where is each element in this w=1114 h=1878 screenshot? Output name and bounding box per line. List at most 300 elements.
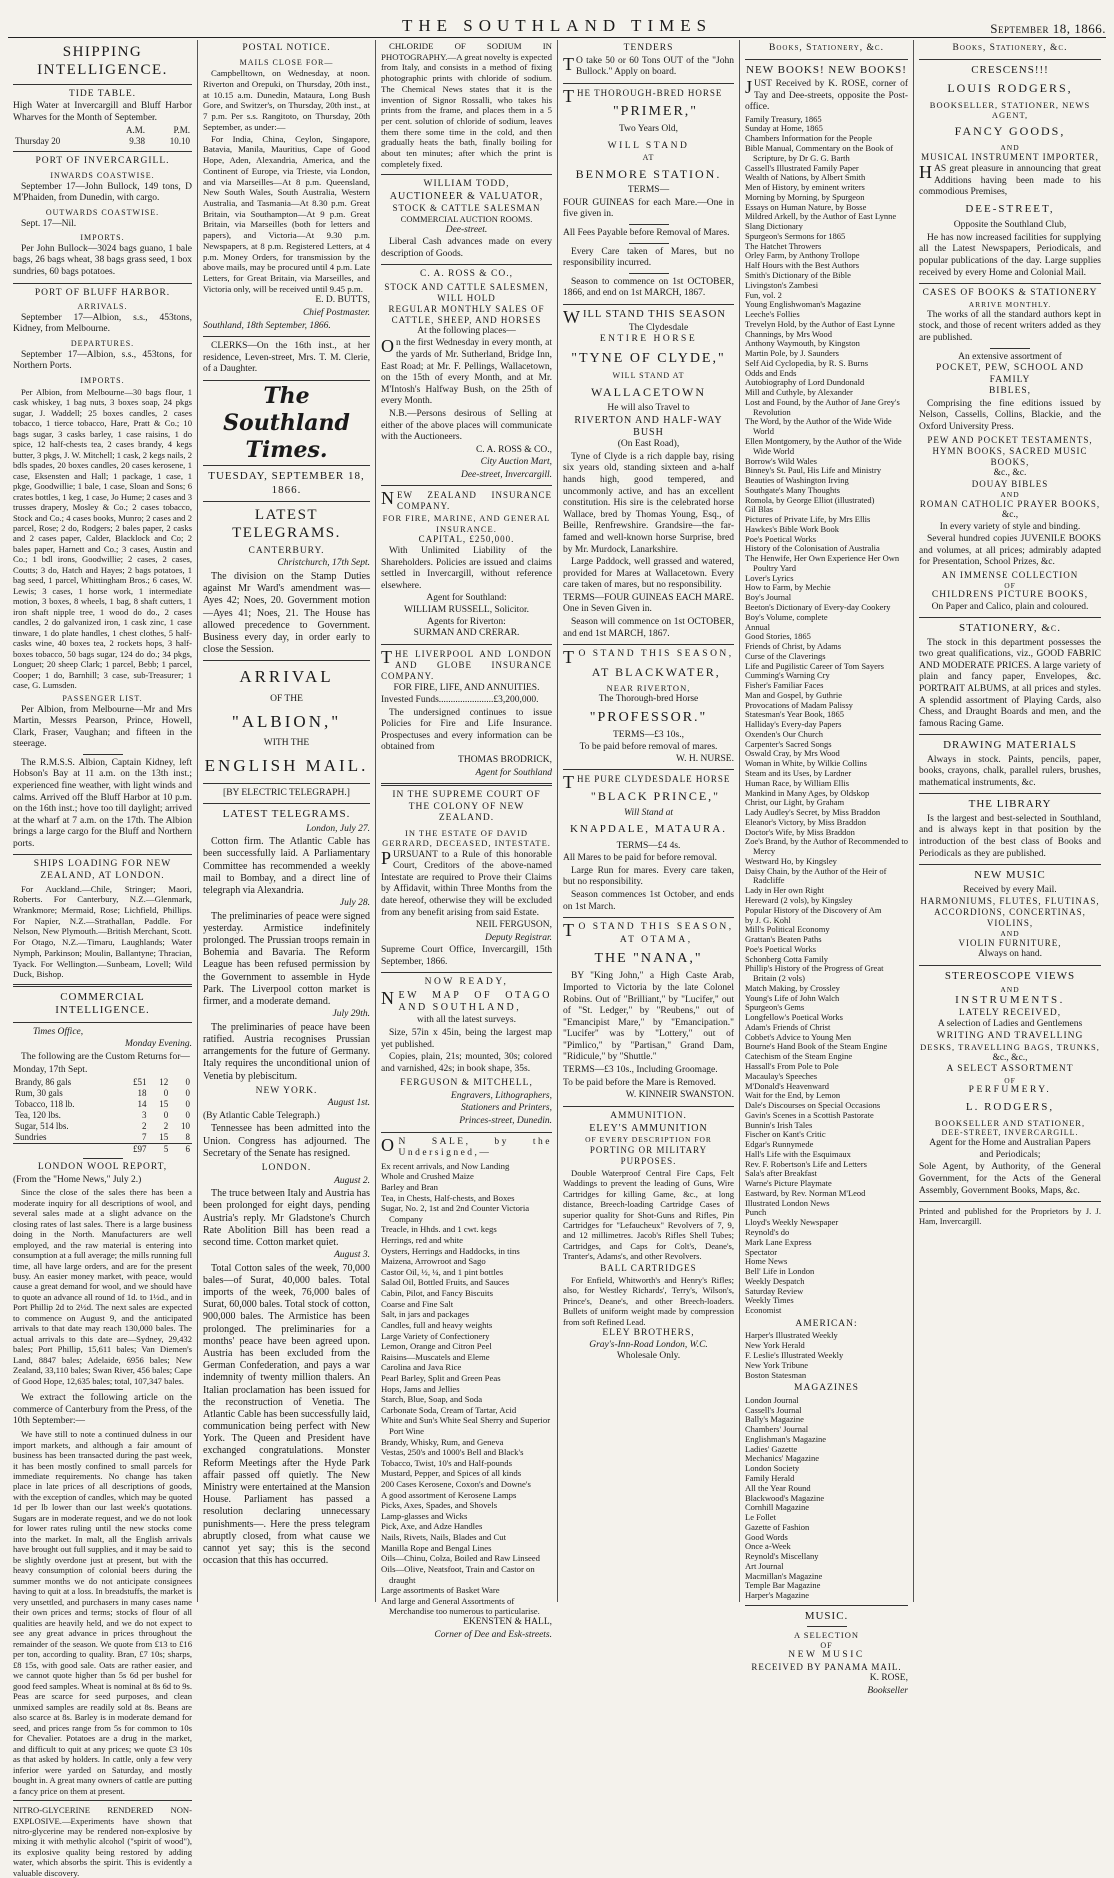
advert-line: HYMN BOOKS, SACRED MUSIC BOOKS, <box>932 445 1088 467</box>
signature: C. A. ROSS & CO., <box>475 444 552 455</box>
book-item: Annual <box>745 621 771 632</box>
divider <box>203 783 370 784</box>
signature-line: Gray's-Inn-Road London, W.C. <box>589 1339 708 1350</box>
tide-title: TIDE TABLE. <box>68 88 137 99</box>
newspaper-item: New York Herald <box>745 1340 805 1351</box>
signature-title: Chief Postmaster. <box>302 308 370 318</box>
divider <box>919 965 1101 966</box>
advert-line: AN IMMENSE COLLECTION <box>941 570 1079 581</box>
book-item: Boy's Volume, complete <box>745 611 828 622</box>
returns-table <box>13 1077 192 1155</box>
magazine-list <box>745 1396 908 1601</box>
book-item: Schonberg Cotta Family <box>745 953 828 964</box>
paragraph: We extract the following article on the commerce of Canterbury from the Press, of the 10th September:— <box>13 1393 192 1427</box>
book-item: Lover's Lyrics <box>745 572 794 583</box>
wool-subheading: (From the "Home News," July 2.) <box>13 1174 142 1185</box>
divider <box>13 1800 192 1801</box>
book-item: Bell' Life in London <box>745 1266 815 1277</box>
advert-line: NEW MUSIC <box>788 1650 865 1661</box>
book-item: Autobiography of Lord Dundonald <box>745 377 865 388</box>
short-rule <box>807 1626 847 1627</box>
signature-line: Deputy Registrar. <box>484 932 552 943</box>
advert-line: REGULAR MONTHLY SALES OF CATTLE, SHEEP, AND HORSES <box>388 303 545 325</box>
book-item: Romola, by George Elliot (illustrated) <box>745 494 875 505</box>
sale-item: Picks, Axes, Spades, and Shovels <box>381 1500 498 1511</box>
paragraph: TERMS—FOUR GUINEAS EACH MARE. One in Seven Given in. <box>563 592 735 615</box>
advert-line: FANCY GOODS, <box>954 124 1066 139</box>
signature-line: Agent for Southland <box>475 767 552 778</box>
tide-day: Thursday 20 <box>15 136 61 147</box>
sale-item: Sugar, No. 2, 1st and 2nd Counter Victoria Company <box>381 1203 530 1224</box>
sale-item: Mustard, Pepper, and Spices of all kinds <box>381 1468 522 1479</box>
advert-line: Always on hand. <box>977 949 1043 960</box>
advert-title: TO STAND THIS SEASON, <box>563 920 734 941</box>
table-row: Brandy, 86 gals £51 12 0 <box>15 1077 190 1088</box>
place-heading: NEW YORK. <box>255 1085 318 1096</box>
book-item: Mill's Political Economy <box>745 924 830 935</box>
advert-line: WRITING AND TRAVELLING <box>936 1030 1084 1041</box>
paragraph: Cotton firm. The Atlantic Cable has been successfully laid. A Parliamentary Committee has recommended a weekly mail to Bombay, and a direct line of telegraph via Alexandria. <box>203 836 370 896</box>
paragraph: HAS great pleasure in announcing that great Additions having been made to his commodious Premises, <box>919 162 1101 198</box>
book-item: Edgar's Runnymede <box>745 1139 814 1150</box>
book-item: Essays on Human Nature, by Bosse <box>745 201 867 212</box>
newspaper-item: New York Tribune <box>745 1359 809 1370</box>
paragraph: Sole Agent, by Authority, of the General Government, for the Acts of the General Assembly, Government Books, Maps, &c. <box>919 1162 1101 1196</box>
returns-date: Monday, 17th Sept. <box>13 1064 88 1075</box>
advert-title: NEW ZEALAND INSURANCE COMPANY. <box>381 488 552 512</box>
book-item: Christ, our Light, by Graham <box>745 797 845 808</box>
magazine-item: Ladies' Gazette <box>745 1443 798 1454</box>
port-heading: PORT OF INVERCARGILL. <box>35 156 170 167</box>
tide-table <box>13 125 192 147</box>
dateline: August 1st. <box>327 1098 370 1109</box>
sale-item: Carbonate Soda, Cream of Tartar, Acid <box>381 1404 517 1415</box>
advert-line: Dee-street. <box>445 224 488 235</box>
advert-line: FOR FIRE, MARINE, AND GENERAL INSURANCE. <box>382 513 551 534</box>
advert-line: Invested Funds.......................£3,200,000. <box>381 695 539 706</box>
book-item: Chambers Information for the People <box>745 133 872 144</box>
book-item: Eastward, by Rev. Norman M'Leod <box>745 1187 866 1198</box>
sale-item: Large assortments of Basket Ware <box>381 1585 500 1596</box>
book-item: Hall's Life with the Esquimaux <box>745 1148 851 1159</box>
book-item: Match Making, by Crossley <box>745 982 840 993</box>
tide-pm: 10.10 <box>169 136 190 147</box>
book-item: Good Stories, 1865 <box>745 631 811 642</box>
book-item: Dale's Discourses on Special Occasions <box>745 1100 881 1111</box>
book-item: Reynold's do <box>745 1227 790 1237</box>
sub-heading: ARRIVALS. <box>77 302 128 312</box>
divider <box>381 485 552 486</box>
book-item: Mankind in Many Ages, by Oldskop <box>745 787 870 798</box>
sale-item: Ex recent arrivals, and Now Landing <box>381 1160 510 1171</box>
book-item: Statesman's Year Book, 1865 <box>745 709 845 720</box>
magazine-item: London Journal <box>745 1394 799 1405</box>
sub-heading: IMPORTS. <box>80 375 125 385</box>
divider <box>13 854 192 855</box>
magazine-item: Family Herald <box>745 1473 795 1483</box>
advert-line: STOCK AND CATTLE SALESMEN, WILL HOLD <box>384 282 549 303</box>
book-item: Spectator <box>745 1246 778 1257</box>
sale-item: Nails, Rivets, Nails, Blades and Cut <box>381 1532 506 1543</box>
paragraph: Sept. 17—Nil. <box>21 218 77 229</box>
paragraph: Season commences 1st October, and ends on 1st March. <box>563 889 734 912</box>
signature: W. H. NURSE. <box>676 753 734 764</box>
paragraph: He has now increased facilities for supplying all the Latest Newspapers, Periodicals, and popular publications of the day. Large supplies received by every Home and Colonial Mail. <box>919 232 1101 278</box>
magazine-item: Bally's Magazine <box>745 1414 804 1425</box>
table-row: Sugar, 514 lbs. 2 2 10 <box>15 1121 190 1132</box>
advert-line: WILL STAND <box>607 141 690 152</box>
book-item: Bunnin's Irish Tales <box>745 1119 813 1130</box>
advert-title: C. A. ROSS & CO., <box>419 269 514 280</box>
small-caps-line: WITH THE <box>263 738 310 749</box>
paragraph: For India, China, Ceylon, Singapore, Batavia, Manila, Mauritius, Cape of Good Hope, Aden, Alexandria, America, and the Continent of Europe, via Trieste, via London, and via Marseilles—At 8 p.m. Queensland, New South Wales, South Australia, Western Australia, and Tasmania—At 8.30 p.m. Great Britain, via Southampton—At 9 p.m. Great Britain, via Marseilles (both for letters and papers), and Victoria—At 9.30 p.m. Newspapers, at 8 p.m. Registered Letters, at 4 p.m. Money Orders, for transmission by the above mails, may be procured until 4 p.m. Late Letters, for Great Britain, via Marseilles, and Victoria only, will be received until 9.45 p.m. <box>203 133 370 294</box>
advert-title: NEW BOOKS! NEW BOOKS! <box>746 63 907 76</box>
advert-title: AMMUNITION. <box>610 1110 687 1121</box>
advert-line: FOR FIRE, LIFE, AND ANNUITIES. <box>393 682 540 693</box>
divider <box>13 1022 192 1023</box>
magazine-item: Cornhill Magazine <box>745 1502 809 1513</box>
sale-item: Brandy, Whisky, Rum, and Geneva <box>381 1436 504 1447</box>
divider <box>203 803 370 804</box>
location-heading: AT OTAMA, <box>619 934 693 945</box>
divider <box>203 660 370 661</box>
magazine-item: Englishman's Magazine <box>745 1433 827 1444</box>
paragraph: —Experiments have shown that nitro-glycerine may be rendered non-explosive by mixing it with methylic alcohol ("spirit of wood"), its explosive quality being restored by adding water, which absorbs the spirit. This is evidently a valuable discovery. <box>13 1815 192 1878</box>
advert-line: TERMS—£4 4s. <box>616 840 681 851</box>
sale-item: White and Sun's White Seal Sherry and Superior Port Wine <box>381 1415 551 1436</box>
advert-line: PERFUMERY. <box>968 1085 1052 1096</box>
advert-line: RECEIVED BY PANAMA MAIL. <box>751 1662 902 1673</box>
book-item: Provocations of Madam Palissy <box>745 699 853 710</box>
location-heading: DEE-STREET, <box>965 202 1055 215</box>
column-advertisements <box>376 40 558 1640</box>
paragraph: The preliminaries of peace have been ratified. Austria recognises Prussian arrangements for the future of Germany. Italy requires the unconditional union of Venetia by plebiscitum. <box>203 1021 370 1082</box>
dateline: Christchurch, 17th Sept. <box>277 558 370 569</box>
advert-line: &c., &c. <box>993 467 1027 478</box>
magazine-item: Chambers' Journal <box>745 1424 809 1435</box>
paragraph: September 17—John Bullock, 149 tons, D M'Phaiden, from Dunedin, with cargo. <box>13 181 192 204</box>
book-item: Mill and Cuthyle, by Alexander <box>745 387 853 398</box>
short-rule <box>83 1389 123 1390</box>
book-item: Lost and Found, by the Author of Jane Grey's Revolution <box>745 396 900 417</box>
book-item: Smith's Dictionary of the Bible <box>745 269 851 280</box>
albion-heading: "ALBION," <box>231 711 342 731</box>
book-item: Zoe's Brand, by the Author of Recommended to Mercy <box>745 836 908 857</box>
dateline: Supreme Court Office, Invercargill, 15th September, 1866. <box>381 945 552 967</box>
book-item: How to Farm, by Mechie <box>745 582 831 593</box>
signature: L. RODGERS, <box>965 1100 1055 1113</box>
book-item: Illustrated London News <box>745 1197 830 1208</box>
sale-item: Tobacco, Twist, 10's and Half-pounds <box>381 1457 512 1468</box>
book-item: Friends of Christ, by Adams <box>745 641 842 652</box>
dateline: Southland, 18th September, 1866. <box>203 320 331 331</box>
magazine-item: Le Follet <box>745 1512 776 1523</box>
location-heading: BENMORE STATION. <box>575 166 722 181</box>
advert-line: POCKET, PEW, SCHOOL AND FAMILY <box>935 363 1084 385</box>
paragraph: Size, 57in x 45in, being the largest map yet published. <box>381 1027 552 1050</box>
divider <box>563 644 734 645</box>
signature: ELEY BROTHERS, <box>602 1328 695 1339</box>
advert-line: OF <box>820 1640 833 1650</box>
column-telegrams <box>198 40 376 1602</box>
book-item: Pictures of Private Life, by Mrs Ellis <box>745 514 871 525</box>
divider <box>381 972 552 973</box>
book-item: Lady in Her own Right <box>745 885 824 896</box>
signature: E. D. BUTTS, <box>315 295 370 306</box>
book-item: Sala's after Breakfast <box>745 1168 817 1179</box>
paper-date: TUESDAY, SEPTEMBER 18, 1866. <box>208 470 365 496</box>
newspaper-item: F. Leslie's Illustrated Weekly <box>745 1350 844 1360</box>
magazine-item: Reynold's Miscellany <box>745 1551 819 1562</box>
book-item: Young Englishwoman's Magazine <box>745 299 861 310</box>
book-item: Self Aid Cyclopedia, by R. S. Burns <box>745 357 869 368</box>
advert-title: ON SALE, by the Undersigned,— <box>381 1134 552 1159</box>
sale-item: Castor Oil, ½, ¼, and 1 pint bottles <box>381 1266 504 1277</box>
book-item: Weekly Times <box>745 1295 794 1306</box>
magazine-item: Macmillan's Magazine <box>745 1570 823 1581</box>
book-item: Punch <box>745 1207 767 1218</box>
advert-line: WILLIAM RUSSELL, Solicitor. <box>403 604 530 615</box>
advert-line: NOW READY, <box>424 977 509 988</box>
book-item: Grattan's Beaten Paths <box>745 934 822 945</box>
sub-heading: DEPARTURES. <box>70 339 135 349</box>
short-rule <box>629 224 669 225</box>
magazine-item: London Society <box>745 1463 800 1474</box>
sale-item: Carolina and Java Rice <box>381 1362 462 1373</box>
small-caps-line: OF THE <box>270 693 303 704</box>
advert-line: RIVERTON AND HALF-WAY BUSH <box>574 414 723 439</box>
advert-line: Agent for the Home and Australian Papers <box>929 1138 1091 1149</box>
book-item: Trevelyn Hold, by the Author of East Lynne <box>745 318 895 329</box>
horse-name: THE "NANA," <box>594 951 703 967</box>
paragraph: September 17—Albion, s.s., 453tons, for Northern Ports. <box>13 349 192 372</box>
advert-line: OF <box>1004 581 1016 591</box>
sale-item: Hops, Jams and Jellies <box>381 1383 460 1394</box>
book-item: Warne's Picture Playmate <box>745 1178 832 1189</box>
book-item: Daisy Chain, by the Author of the Heir of Radcliffe <box>745 865 887 886</box>
book-item: Westward Ho, by Kingsley <box>745 855 837 866</box>
advert-line: WILL STAND AT <box>612 370 685 380</box>
signature-line: Engravers, Lithographers, <box>450 1090 552 1101</box>
advert-line: TERMS—£3 10s., <box>613 730 684 741</box>
advert-line: &c., <box>1001 510 1019 521</box>
wool-heading: LONDON WOOL REPORT, <box>37 1161 168 1172</box>
advert-line: MUSICAL INSTRUMENT IMPORTER, <box>921 152 1099 163</box>
book-item: Economist <box>745 1305 782 1316</box>
paragraph: N.B.—Persons desirous of Selling at either of the above places will communicate with the Auctioneers. <box>381 408 552 443</box>
book-item: Cobbet's Advice to Young Men <box>745 1031 852 1042</box>
signature: NEIL FERGUSON, <box>475 920 552 931</box>
source-line: (By Atlantic Cable Telegraph.) <box>203 1110 320 1121</box>
sub-heading: PASSENGER LIST. <box>62 693 143 703</box>
magazine-item: Good Words <box>745 1531 788 1542</box>
book-item: Hawkes's Bible Work Book <box>745 523 839 534</box>
advert-line: Agents for Riverton: <box>427 616 506 627</box>
divider <box>563 304 734 305</box>
advert-line: AND <box>1000 490 1020 500</box>
location-heading: KNAPDALE, MATAURA. <box>569 823 728 836</box>
book-item: Rev. F. Robertson's Life and Letters <box>745 1158 867 1169</box>
magazine-item: Once a-Week <box>745 1541 791 1552</box>
paragraph: Every Care taken of Mares, but no responsibility incurred. <box>563 246 734 269</box>
magazine-item: All the Year Round <box>745 1482 811 1493</box>
book-item: M'Donald's Heavenward <box>745 1080 830 1091</box>
book-item: Human Race, by William Ellis <box>745 777 850 788</box>
book-item: Odds and Ends <box>745 367 797 378</box>
book-item: Wealth of Nations, by Albert Smith <box>745 172 866 183</box>
dateline: August 3. <box>334 1250 370 1261</box>
divider <box>919 734 1101 735</box>
book-item: Livingston's Zambesi <box>745 279 819 290</box>
postal-heading: POSTAL NOTICE. <box>242 43 331 53</box>
advert-line: AND <box>1000 142 1020 152</box>
advert-line: &c., &c., <box>992 1052 1028 1063</box>
signature-line: Bookseller <box>867 1685 908 1696</box>
divider <box>13 151 192 152</box>
paragraph: Large Run for mares. Every care taken, but no responsibility. <box>563 865 734 888</box>
sale-item: Salad Oil, Bottled Fruits, and Sauces <box>381 1277 510 1288</box>
book-item: Half Hours with the Best Authors <box>745 260 860 271</box>
paragraph: Per Albion, from Melbourne—30 bags flour, 1 cask whiskey, 1 bag nuts, 3 boxes soap, 24 pkgs sugar, J. Waddell; 25 boxes candles, 2 cases tobacco, 1 tierce tobacco, Hare, Pratt & Co.; 10 bags sugar, 3 casks barley, 1 case raisins, 1 do spice, 12 half-chests tea, 2 cases brandy, 4 kegs butter, 3 pkgs, J. W. Mitchell; 1 cask, 2 kegs nails, 2 bdls spades, 20 boxes candles, 20 cases kerosene, 1 case, Eksensten and Hall; 1 package, 1 case, 1 pkge, Goodwillie; 1 bale, 1 case, Sloan and Sons; 6 crates bottles, 1 keg, 1 case, Jo Hume; 2 cases and 3 trusses drapery, Mosley & Co.; 2 cases tobacco, Stock and Co.; 4 cases books, Munro; 2 cases and 2 parcel, Rose; 2 do, Rodgers; 2 bales paper, 2 casks and 2 cases paper, Calder, Blacklock and Co; 2 bales paper, Harnett and Co.; 3 cases, Austin and Co.; 1 bdl irons, Goodwillie; 2 cases, 2 cases, Coutts; 3 do, Hatch and Hayes; 2 bags potatoes, 1 bag seed, 1 parcel, Whittingham Bros.; 6 cases, W. Lewis; 3 cases, 1 horse work, 1 intermediate motion, 3 boxes, 8 wheels, 1 bag, 8 shaft cutters, 1 iron shaft nipple tree, 1 wood do do., 2 cases candles, 2 do galvanized iron, 1 cask zinc, 1 case tinware, 1 do plate handles, 1 chest clothes, 5 half-casks wine, 40 boxes tea, 2 rockets hops, 3 half-boxes tobacco, 50 bags sugar, 124 do do.; 34 pkgs, Longuet; 20 sheep Clark; 1 parcel, Bebb; 1 parcel, Cooper; 1 do, Barnhill; 3 case, sub-Treasurer; 1 case, G. Lumsden. <box>13 386 192 691</box>
book-item: Beeton's Dictionary of Every-day Cookery <box>745 602 891 612</box>
sub-heading: MAGAZINES <box>794 1383 859 1394</box>
paragraph: TERMS—£3 10s., Including Groomage. <box>563 1064 718 1075</box>
section-heading: LATEST TELEGRAMS. <box>222 808 351 821</box>
advert-line: On Paper and Calico, plain and coloured. <box>931 601 1089 612</box>
advert-title: STEREOSCOPE VIEWS <box>944 969 1076 982</box>
advert-title: THE PURE CLYDESDALE HORSE <box>563 772 731 793</box>
paragraph: On the first Wednesday in every month, at the yards of Mr. Sutherland, Bridge Inn, East Road; at Mr. F. Pellings, Wallacetown, on the 15th of every Month, and at Mr. M'Intosh's Halfway Bush, on the 25th of every Month. <box>381 336 552 407</box>
advert-line: Opposite the Southland Club, <box>953 220 1067 231</box>
signature: K. ROSE, <box>869 1673 908 1684</box>
paragraph: CLERKS—On the 16th inst., at her residence, Leven-street, Mrs. T. M. Clerie, of a Daughter. <box>203 341 370 375</box>
horse-name: "BLACK PRINCE," <box>590 789 721 804</box>
book-item: The Hatchet Throwers <box>745 240 822 251</box>
imprint: Printed and published for the Proprietors by J. J. Ham, Invercargill. <box>919 1206 1101 1227</box>
advert-line: PORTING OR MILITARY PURPOSES. <box>589 1144 708 1166</box>
sub-heading: INWARDS COASTWISE. <box>50 170 155 180</box>
advert-line: PEW AND POCKET TESTAMENTS, <box>927 434 1093 445</box>
divider <box>203 336 370 337</box>
advert-line: AT <box>642 152 655 162</box>
arrival-heading: ARRIVAL <box>239 667 334 687</box>
book-item: Mildred Arkell, by the Author of East Lynne <box>745 211 897 222</box>
location-heading: WALLACETOWN <box>590 384 707 399</box>
column-books-rose <box>740 40 914 1696</box>
advert-line: HARMONIUMS, FLUTES, FLUTINAS, <box>920 896 1100 907</box>
advert-line: Received by every Mail. <box>963 884 1057 895</box>
newspaper-item: Harper's Illustrated Weekly <box>745 1330 838 1341</box>
book-item: Gavin's Scenes in a Scottish Pastorate <box>745 1109 874 1120</box>
paragraph: Several hundred copies JUVENILE BOOKS and volumes, at all prices; admirably adapted for Presentation, School Prizes, &c. <box>919 534 1101 568</box>
book-item: Fischer on Kant's Critic <box>745 1129 826 1140</box>
advert-line: VIOLIN FURNITURE, <box>958 938 1062 949</box>
advert-line: and Periodicals; <box>979 1149 1041 1160</box>
american-list <box>745 1331 908 1380</box>
paragraph: We have still to note a continued dulness in our import markets, and although a fair amount of business has been transacted during the past week, it has been mostly confined to small parcels for immediate requirements. No change has taken place in late prices of all descriptions of goods, with the exception of candles, which may be quoted 1d per lb lower than our last week's quotations. Sugars are in moderate request, and we do not look for lower rates ruling until the new stocks come into the market. In malt, all the English arrivals have brought out full supplies, and it may be said to be slightly overdone just at present, but with the heavy consumption of colonial beers during the summer months we do not anticipate consignees having to quit at a loss. In breadstuffs, the market is very unsettled, and purchasers in many cases name their own prices and terms; stocks of flour of all qualities are heavily held, and we do not expect to see any great advance in prices throughout the remainder of the season. We quote from £13 to £16 per ton, according to quality. Bran, £7 10s; sharps, £8 15s, with good sale. Oats are rather easier, and we cannot quote higher than 5s 6d per bushel for good feed samples. Wheat is nominal at 8s 6d to 9s. Peas are scarce for seed purposes, and clean unmixed samples are readily sold at 8s. Beans are also scarce at 8s. Barley is in moderate demand for seed, and prices range from 5s for common to 10s for Chevalier. Potatoes are a drug in the market, and difficult to quit at any prices; we quote £3 10s as that asked by holders. In cattle, only a few very inferior were yarded on Saturday, and mostly bought in. A great many owners of cattle are putting a fancy price on them at present. <box>13 1429 192 1796</box>
signature: EKENSTEN & HALL, <box>463 1616 552 1627</box>
book-item: Cumming's Warning Cry <box>745 670 830 681</box>
sale-item: Salt, in jars and packages <box>381 1309 470 1320</box>
advert-line: DESKS, TRAVELLING BAGS, TRUNKS, <box>920 1042 1100 1053</box>
paper-title: The Southland Times. <box>203 380 370 466</box>
signature-line: Princes-street, Dunedin. <box>459 1116 552 1127</box>
book-item: Oxenden's Our Church <box>745 728 824 739</box>
divider <box>203 501 370 502</box>
column-shipping <box>8 40 198 1878</box>
paragraph: To be paid before the Mare is Removed. <box>563 1077 716 1088</box>
book-item: Poe's Poetical Works <box>745 533 817 544</box>
magazine-item: Mechanics' Magazine <box>745 1453 819 1464</box>
location-heading: AT BLACKWATER, <box>591 664 721 679</box>
advert-title: THE LIVERPOOL AND LONDON AND GLOBE INSURANCE COMPANY. <box>381 646 552 681</box>
sale-item: Raisins—Muscatels and Eleme <box>381 1351 490 1362</box>
table-row: Sundries 7 15 8 <box>15 1132 190 1143</box>
sale-item: Oysters, Herrings and Haddocks, in tins <box>381 1245 520 1256</box>
tide-col-am: A.M. <box>125 125 145 136</box>
book-item: The Henwife, Her Own Experience Her Own Poultry Yard <box>745 553 900 573</box>
paragraph: FOUR GUINEAS for each Mare.—One in five given in. <box>563 197 734 220</box>
short-rule <box>83 1158 123 1159</box>
advert-line: NEAR RIVERTON, <box>606 683 691 694</box>
column-header: Books, Stationery, &c. <box>952 43 1068 53</box>
book-item: Beauties of Washington Irving <box>745 475 849 486</box>
advert-title: WILLIAM TODD, <box>423 178 510 189</box>
advert-line: BALL CARTRIDGES <box>600 1262 697 1273</box>
paragraph: TO take 50 or 60 Tons OUT of the "John Bullock." Apply on board. <box>563 53 734 78</box>
advert-line: Two Years Old, <box>619 123 678 134</box>
divider <box>919 59 1101 60</box>
book-item: Mark Lane Express <box>745 1236 812 1247</box>
sale-item: Treacle, in Hhds. and 1 cwt. kegs <box>381 1224 497 1235</box>
book-item: Woman in White, by Wilkie Collins <box>745 758 867 769</box>
dateline: July 29th. <box>332 1009 370 1020</box>
nitro-heading: NITRO-GLYCERINE RENDERED NON-EXPLOSIVE. <box>13 1805 192 1826</box>
advert-line: STOCK & CATTLE SALESMAN <box>392 203 541 214</box>
advert-title: NEW MAP OF OTAGO AND SOUTHLAND, <box>381 988 552 1014</box>
section-heading: COMMERCIAL INTELLIGENCE. <box>55 991 150 1017</box>
book-item: by J. G. Kohl <box>745 914 791 925</box>
book-item: Curse of the Claverings <box>745 650 826 661</box>
advert-line: At the following places— <box>417 325 516 336</box>
book-item: Family Treasury, 1865 <box>745 113 822 124</box>
advert-line: (On East Road), <box>617 439 680 450</box>
paragraph: Is the largest and best-selected in Southland, and is always kept in that position by the introduction of the best class of Books and Periodicals as they are published. <box>919 813 1101 859</box>
book-item: Life and Pugilistic Career of Tom Sayers <box>745 660 884 671</box>
book-item: Bible Manual, Commentary on the Book of Scripture, by Dr G. G. Barth <box>745 143 894 163</box>
paragraph: The works of all the standard authors kept in stock, and those of recent writers added as they are published. <box>919 309 1101 343</box>
book-item: Doctor's Wife, by Miss Braddon <box>745 826 855 837</box>
paragraph: JUST Received by K. ROSE, corner of Tay and Dee-streets, opposite the Post-office. <box>745 76 908 113</box>
book-item: Men of History, by eminent writers <box>745 182 865 193</box>
sub-heading: MAILS CLOSE FOR— <box>239 57 334 67</box>
signature-line: Corner of Dee and Esk-streets. <box>434 1629 552 1640</box>
book-item: Slang Dictionary <box>745 221 803 232</box>
divider <box>919 617 1101 618</box>
divider <box>745 1605 908 1606</box>
book-item: Weekly Despatch <box>745 1275 805 1286</box>
signature-line: Dee-street, Invercargill. <box>460 469 552 480</box>
port-heading: PORT OF BLUFF HARBOR. <box>34 287 171 298</box>
divider <box>919 793 1101 794</box>
paragraph: Liberal Cash advances made on every description of Goods. <box>381 237 552 259</box>
advert-line: TERMS— <box>627 185 670 196</box>
dateline: July 28. <box>339 898 370 909</box>
paragraph: The division on the Stamp Duties against Mr Ward's amendment was—Ayes 42; Noes, 20. Government motion—Ayes 41; Noes, 21. The House has allowed precedence to Government. Business every day, in order early to close the Session. <box>203 570 370 656</box>
sale-item: Barley and Bran <box>381 1181 438 1192</box>
signature-line: City Auction Mart, <box>480 457 552 468</box>
paragraph: Tennessee has been admitted into the Union. Congress has adjourned. The Secretary of the Senate has resigned. <box>203 1123 370 1159</box>
